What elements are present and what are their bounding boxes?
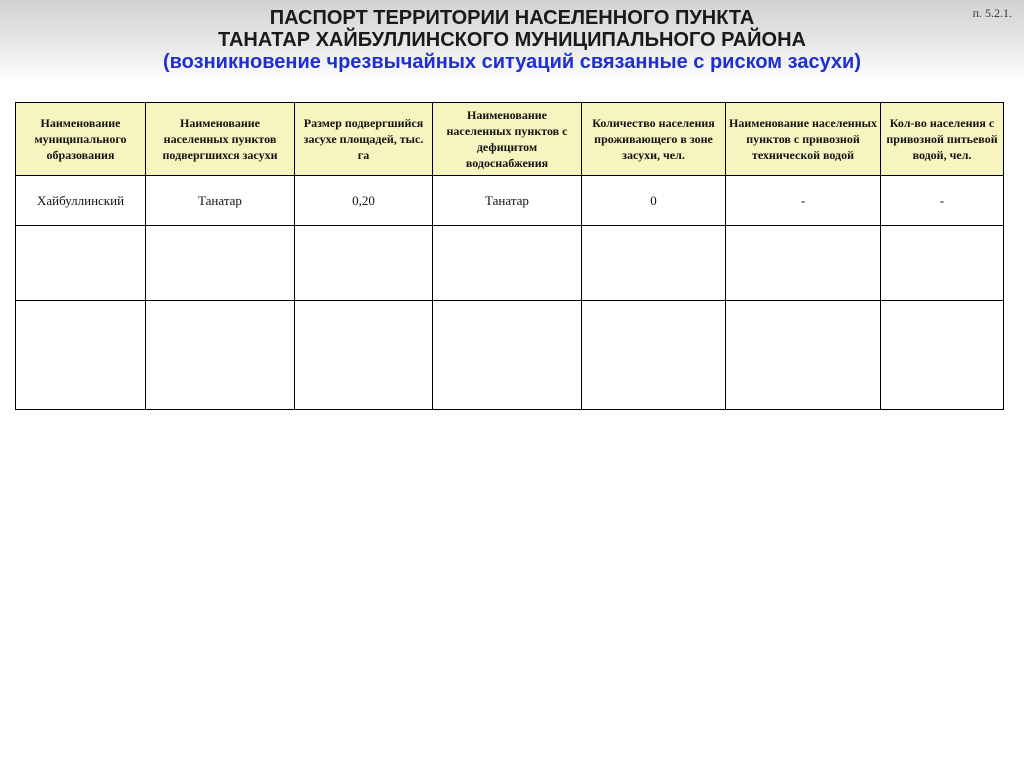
table-cell	[433, 226, 582, 301]
table-row	[16, 176, 1004, 226]
table-cell	[582, 226, 726, 301]
table-cell: 0	[582, 176, 726, 226]
table-cell	[146, 226, 295, 301]
table-cell	[16, 301, 146, 410]
table-cell: Танатар	[433, 176, 582, 226]
table-cell	[433, 301, 582, 410]
page-title-line-2: ТАНАТАР ХАЙБУЛЛИНСКОГО МУНИЦИПАЛЬНОГО РАЙОНА	[218, 29, 806, 51]
table-cell: -	[726, 176, 881, 226]
table-cell: 0,20	[295, 176, 433, 226]
slide-number: п. 5.2.1.	[972, 6, 1012, 20]
page-subtitle: (возникновение чрезвычайных ситуаций связанные с риском засухи)	[162, 51, 862, 73]
column-header: Наименование населенных пунктов подвергшихся засухи	[146, 103, 295, 176]
column-header: Наименование населенных пунктов с дефицитом водоснабжения	[433, 103, 582, 176]
table-cell	[726, 301, 881, 410]
table-cell	[582, 301, 726, 410]
passport-table	[15, 102, 1004, 410]
column-header: Размер подвергшийся засухе площадей, тыс. га	[295, 103, 433, 176]
table-cell: Хайбуллинский	[16, 176, 146, 226]
table-cell	[16, 226, 146, 301]
table-cell	[881, 226, 1004, 301]
page-title-line-1: ПАСПОРТ ТЕРРИТОРИИ НАСЕЛЕННОГО ПУНКТА	[269, 7, 755, 29]
column-header: Кол-во населения с привозной питьевой водой, чел.	[881, 103, 1004, 176]
slide-header	[0, 0, 1024, 82]
table-row	[16, 226, 1004, 301]
column-header: Наименование муниципального образования	[16, 103, 146, 176]
table-cell: -	[881, 176, 1004, 226]
table-cell	[726, 226, 881, 301]
table-header-row	[16, 103, 1004, 176]
table-row	[16, 301, 1004, 410]
table-cell	[295, 226, 433, 301]
column-header: Количество населения проживающего в зоне засухи, чел.	[582, 103, 726, 176]
table-cell: Танатар	[146, 176, 295, 226]
table-cell	[295, 301, 433, 410]
table-cell	[881, 301, 1004, 410]
table-cell	[146, 301, 295, 410]
column-header: Наименование населенных пунктов с привозной технической водой	[726, 103, 881, 176]
